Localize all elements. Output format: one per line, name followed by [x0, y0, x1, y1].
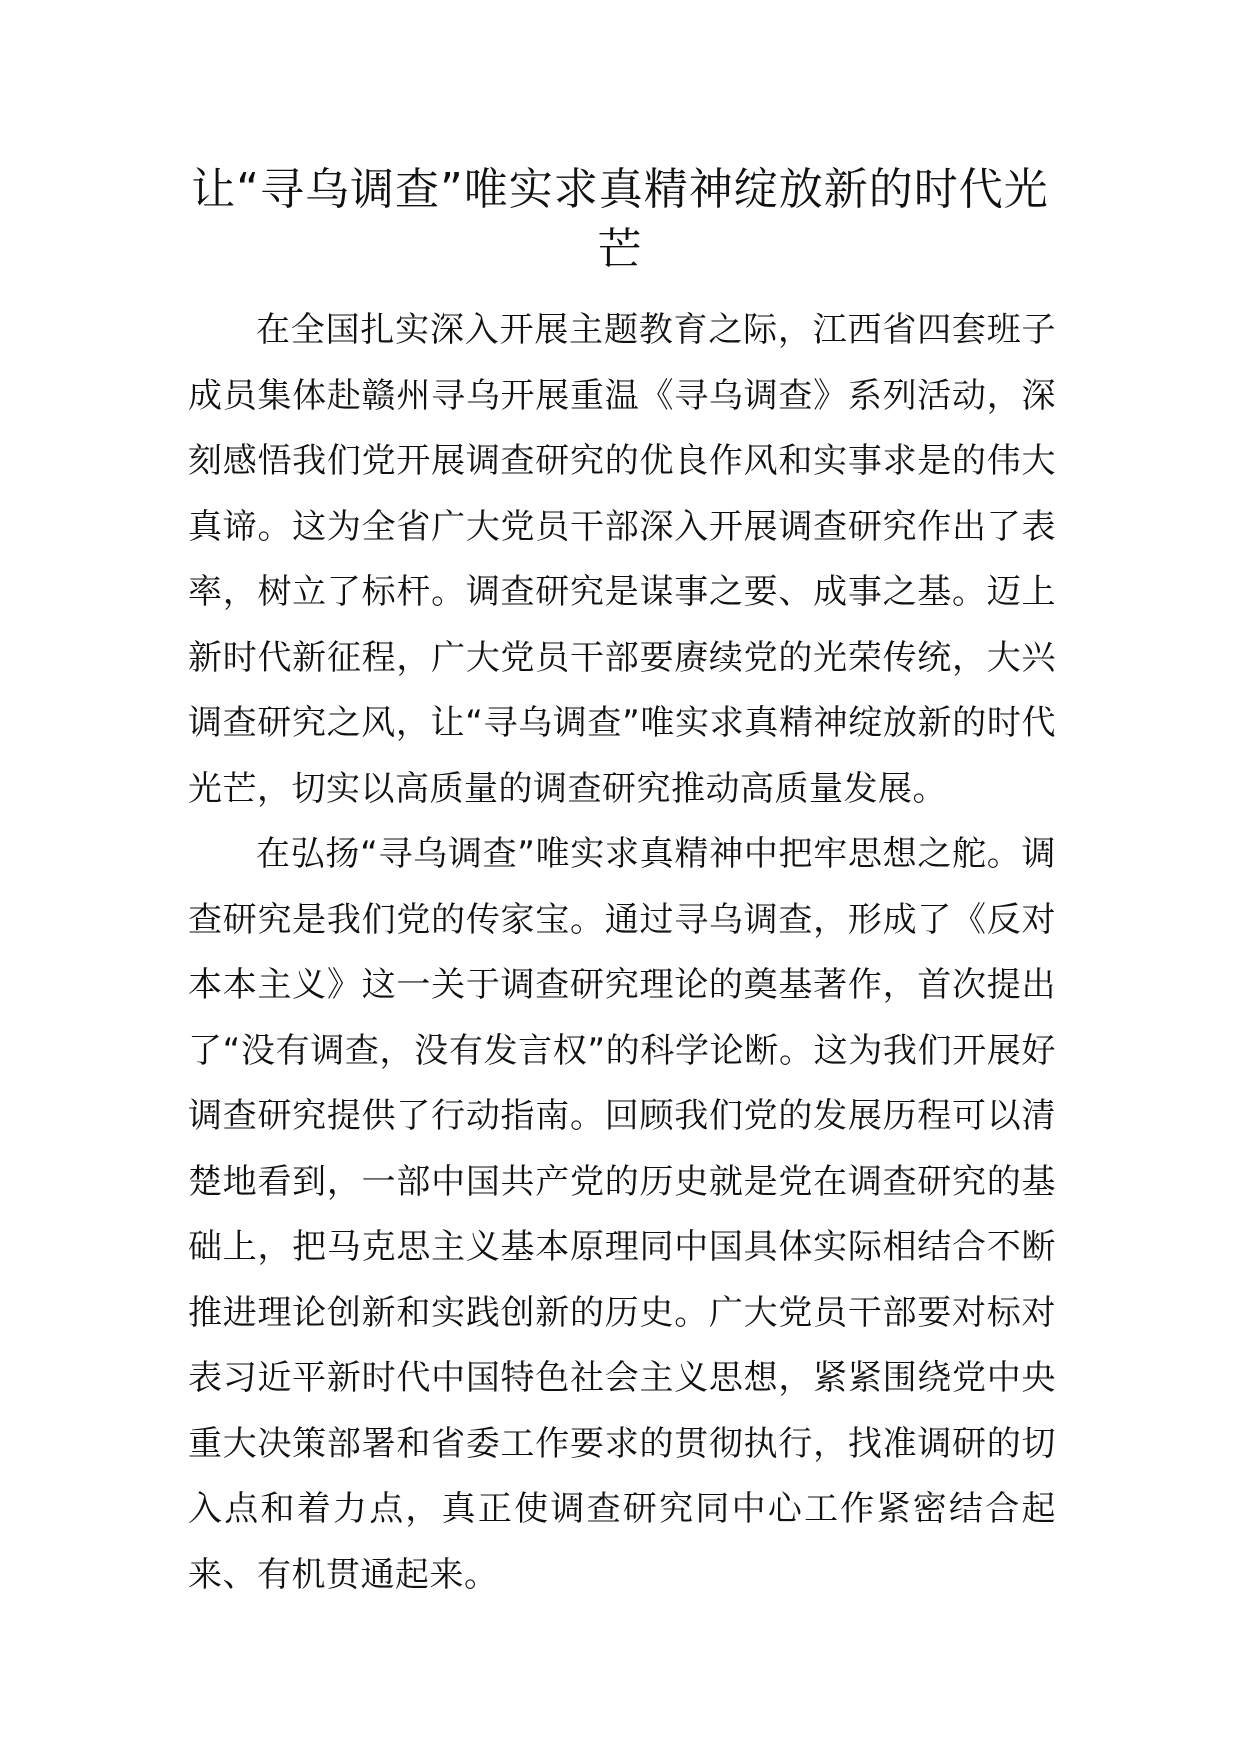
document-body: [188, 298, 1056, 1608]
paragraph-1: 在全国扎实深入开展主题教育之际，江西省四套班子成员集体赴赣州寻乌开展重温《寻乌调查》系列活动，深刻感悟我们党开展调查研究的优良作风和实事求是的伟大真谛。这为全省广大党员干部深入开展调查研究作出了表率，树立了标杆。调查研究是谋事之要、成事之基。迈上新时代新征程，广大党员干部要赓续党的光荣传统，大兴调查研究之风，让“寻乌调查”唯实求真精神绽放新的时代光芒，切实以高质量的调查研究推动高质量发展。: [188, 310, 1056, 809]
paragraph-2: 在弘扬“寻乌调查”唯实求真精神中把牢思想之舵。调查研究是我们党的传家宝。通过寻乌调查，形成了《反对本本主义》这一关于调查研究理论的奠基著作，首次提出了“没有调查，没有发言权”的科学论断。这为我们开展好调查研究提供了行动指南。回顾我们党的发展历程可以清楚地看到，一部中国共产党的历史就是党在调查研究的基础上，把马克思主义基本原理同中国具体实际相结合不断推进理论创新和实践创新的历史。广大党员干部要对标对表习近平新时代中国特色社会主义思想，紧紧围绕党中央重大决策部署和省委工作要求的贯彻执行，找准调研的切入点和着力点，真正使调查研究同中心工作紧密结合起来、有机贯通起来。: [188, 834, 1056, 1595]
document-title: 让“寻乌调查”唯实求真精神绽放新的时代光芒: [191, 164, 1049, 275]
